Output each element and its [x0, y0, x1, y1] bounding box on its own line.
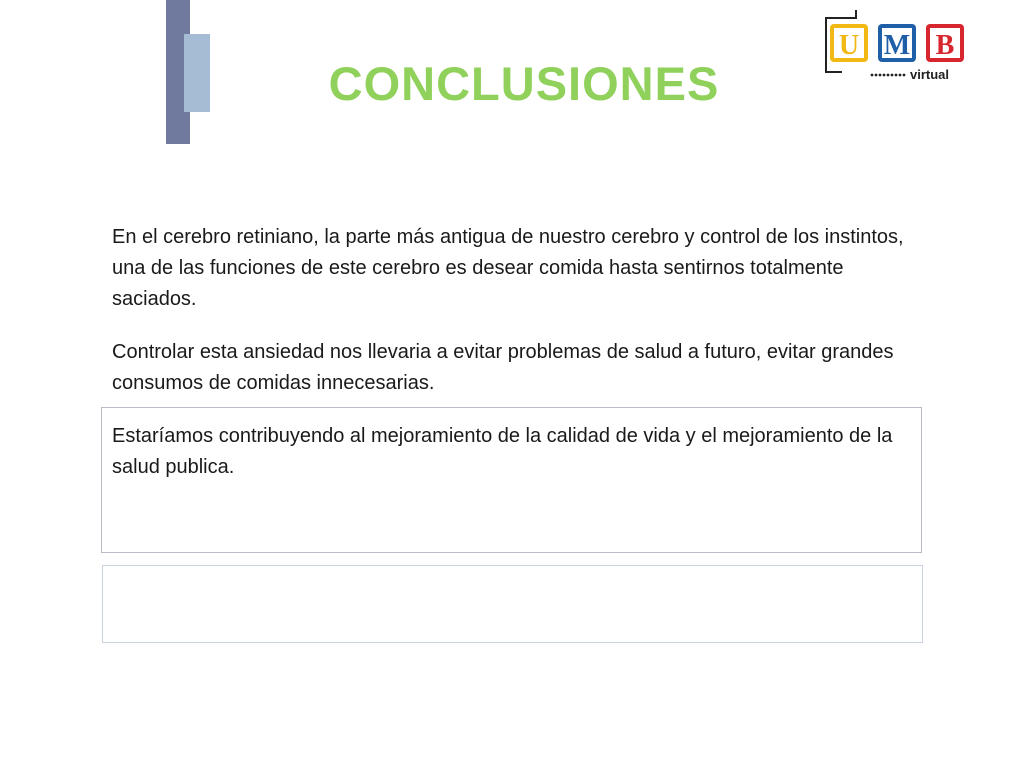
decorative-bar-light	[184, 34, 210, 112]
paragraph-retinal-brain: En el cerebro retiniano, la parte más antigua de nuestro cerebro y control de los instintos, una de las funciones de este cerebro es desear comida hasta sentirnos totalmente saciados.	[112, 226, 904, 310]
svg-text:virtual: virtual	[910, 67, 950, 82]
paragraph-control-anxiety: Controlar esta ansiedad nos llevaria a evitar problemas de salud a futuro, evitar grandes consumos de comidas innecesarias.	[112, 341, 894, 394]
paragraph-contribution: Estaríamos contribuyendo al mejoramiento de la calidad de vida y el mejoramiento de la salud publica.	[112, 425, 893, 478]
svg-text:M: M	[883, 30, 911, 61]
slide-title: CONCLUSIONES	[328, 57, 720, 110]
slide-body	[112, 222, 922, 505]
empty-placeholder-box	[102, 565, 923, 643]
umb-virtual-logo	[820, 8, 970, 84]
svg-text:U: U	[838, 30, 860, 61]
svg-text:B: B	[935, 30, 955, 61]
